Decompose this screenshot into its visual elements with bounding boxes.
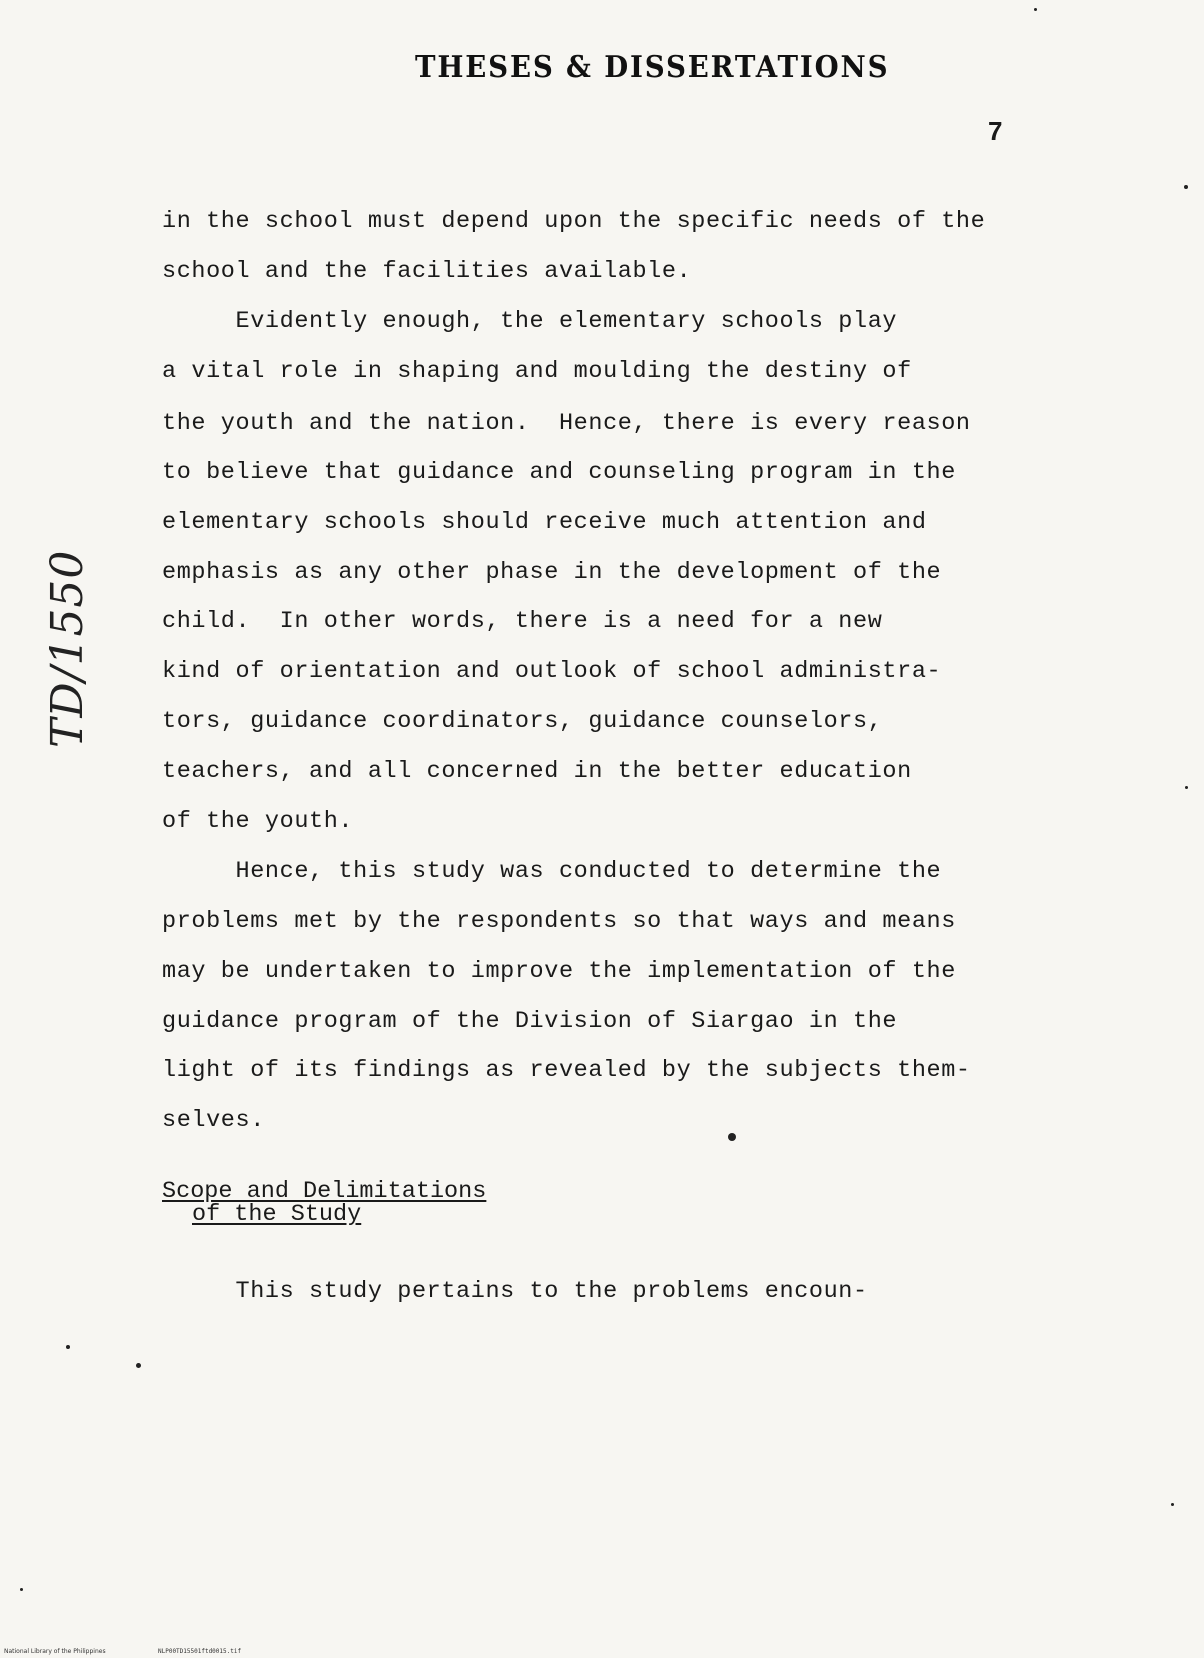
ink-speck [1171, 1503, 1174, 1506]
body-line: light of its findings as revealed by the subjects them- [162, 1057, 971, 1084]
body-line: a vital role in shaping and moulding the destiny of [162, 358, 912, 385]
ink-speck [66, 1345, 70, 1349]
ink-speck [20, 1588, 23, 1591]
body-line: school and the facilities available. [162, 258, 692, 285]
body-line: This study pertains to the problems encoun- [162, 1278, 868, 1305]
body-line: elementary schools should receive much attention and [162, 509, 927, 536]
page-number: 7 [988, 116, 1003, 146]
section-heading: Scope and Delimitations [162, 1178, 487, 1205]
body-line: problems met by the respondents so that ways and means [162, 908, 956, 935]
body-line: guidance program of the Division of Siargao in the [162, 1008, 898, 1035]
body-line: teachers, and all concerned in the better education [162, 758, 912, 785]
body-line: kind of orientation and outlook of school administra- [162, 658, 942, 685]
ink-speck [728, 1133, 736, 1141]
body-line: may be undertaken to improve the implementation of the [162, 958, 956, 985]
body-line: Hence, this study was conducted to determine the [162, 858, 942, 885]
ink-speck [1034, 8, 1037, 11]
body-line: child. In other words, there is a need for a new [162, 608, 883, 635]
ink-speck [1185, 786, 1188, 789]
ink-speck [136, 1363, 141, 1368]
body-line: selves. [162, 1107, 265, 1134]
body-line: emphasis as any other phase in the development of the [162, 559, 942, 586]
file-name: NLP00TD15501ftd0015.tif [158, 1648, 242, 1655]
body-line: in the school must depend upon the specific needs of the [162, 208, 986, 235]
body-line: tors, guidance coordinators, guidance counselors, [162, 708, 883, 735]
library-credit: National Library of the Philippines [4, 1648, 106, 1655]
body-line: Evidently enough, the elementary schools play [162, 308, 898, 335]
body-line: of the youth. [162, 808, 354, 835]
body-line: the youth and the nation. Hence, there is every reason [162, 410, 971, 437]
ink-speck [1184, 185, 1188, 189]
theses-dissertations-stamp: THESES & DISSERTATIONS [415, 50, 890, 85]
body-line: to believe that guidance and counseling program in the [162, 459, 956, 486]
section-heading-continued: of the Study [192, 1201, 362, 1228]
handwritten-margin-note: TD/1550 [42, 549, 93, 748]
